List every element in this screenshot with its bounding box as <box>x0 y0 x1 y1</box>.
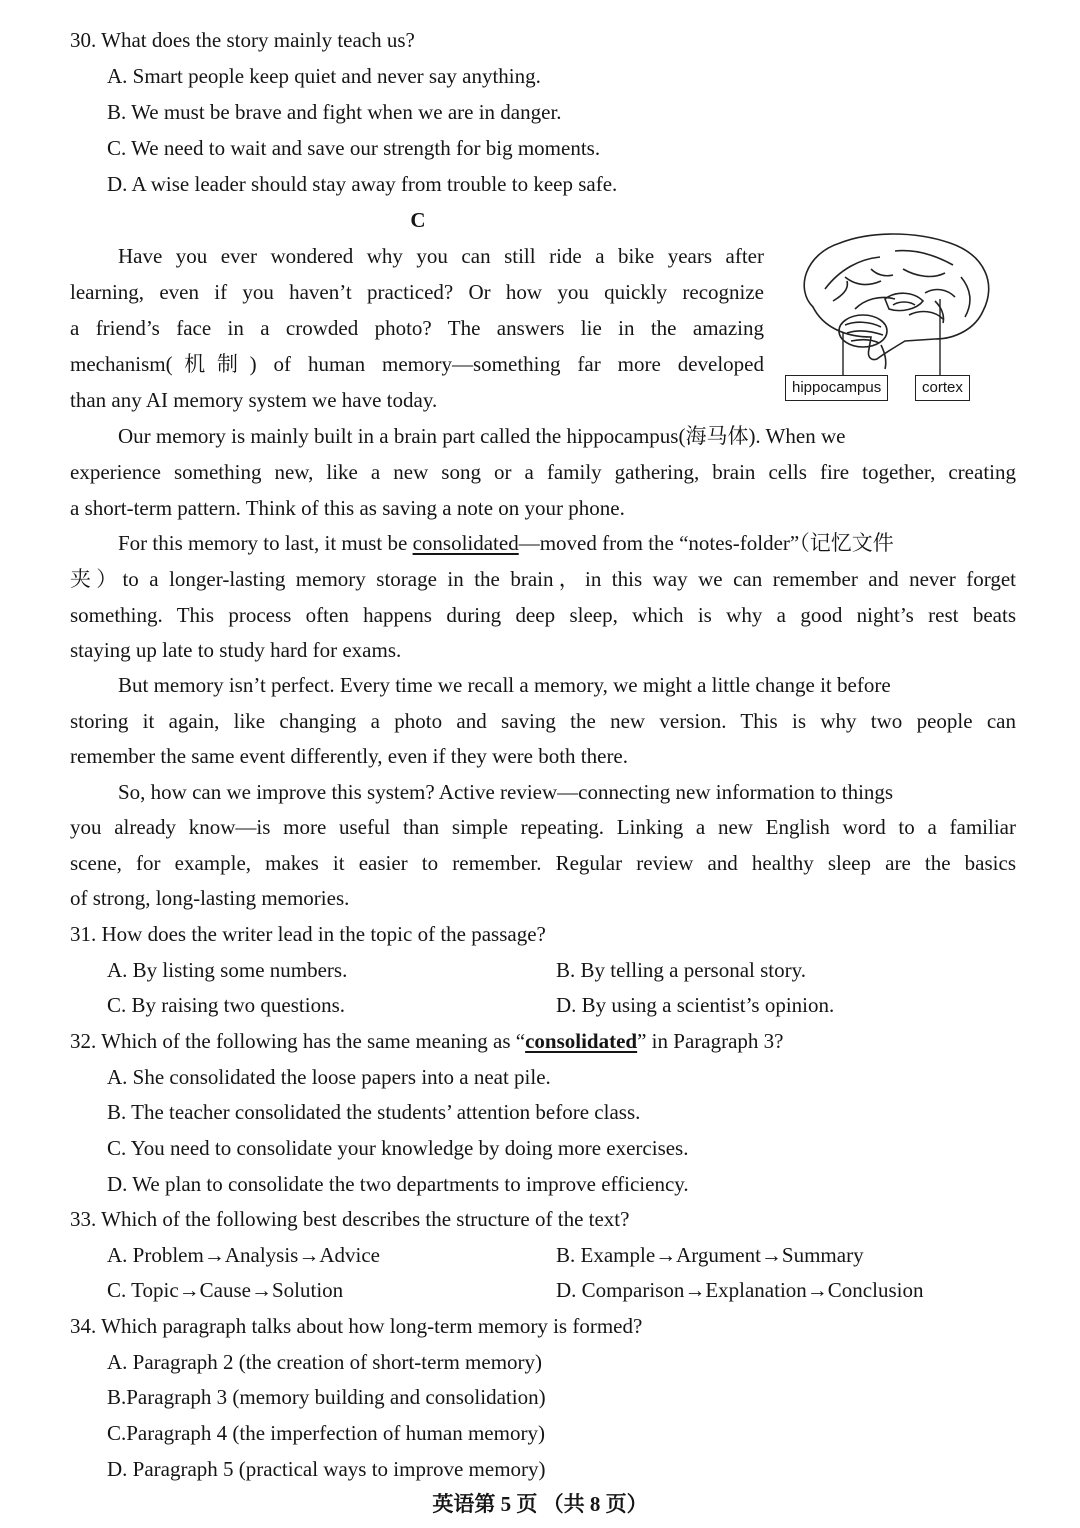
brain-figure <box>785 229 1005 409</box>
p5-line-1: So, how can we improve this system? Active review—connecting new information to things <box>118 780 894 804</box>
p1-line-3: a friend’s face in a crowded photo? The answers lie in the amazing <box>70 316 764 340</box>
p1-line-2: learning, even if you haven’t practiced? Or how you quickly recognize <box>70 280 764 304</box>
p4-line-2: storing it again, like changing a photo and saving the new version. This is why two people can <box>70 709 1016 733</box>
q32-option-b: B. The teacher consolidated the students’ attention before class. <box>107 1100 641 1124</box>
p4-line-1: But memory isn’t perfect. Every time we recall a memory, we might a little change it before <box>118 673 891 697</box>
p1-line-1: Have you ever wondered why you can still ride a bike years after <box>118 244 764 268</box>
q30-option-b: B. We must be brave and fight when we are in danger. <box>107 100 562 124</box>
q31-stem: 31. How does the writer lead in the topic of the passage? <box>70 922 546 946</box>
q34-option-b: B.Paragraph 3 (memory building and consolidation) <box>107 1385 546 1409</box>
q32-stem-before: 32. Which of the following has the same meaning as “ <box>70 1029 526 1053</box>
q32-option-d: D. We plan to consolidate the two departments to improve efficiency. <box>107 1172 689 1196</box>
p3-line-1 <box>118 528 894 558</box>
q34-option-d: D. Paragraph 5 (practical ways to improve memory) <box>107 1457 546 1481</box>
p5-line-3: scene, for example, makes it easier to remember. Regular review and healthy sleep are the basics <box>70 851 1016 875</box>
q31-option-a: A. By listing some numbers. <box>107 958 348 982</box>
q30-option-d: D. A wise leader should stay away from trouble to keep safe. <box>107 172 618 196</box>
q30-stem: 30. What does the story mainly teach us? <box>70 28 415 52</box>
q31-option-b: B. By telling a personal story. <box>556 958 807 982</box>
q34-stem: 34. Which paragraph talks about how long-term memory is formed? <box>70 1314 643 1338</box>
q32-stem-after: ” in Paragraph 3? <box>637 1029 784 1053</box>
p5-line-2: you already know—is more useful than simple repeating. Linking a new English word to a familiar <box>70 815 1016 839</box>
page-footer: 英语第 5 页 （共 8 页） <box>432 1492 648 1516</box>
section-heading: C <box>410 208 426 232</box>
p3-line-4: staying up late to study hard for exams. <box>70 638 402 662</box>
q34-option-c: C.Paragraph 4 (the imperfection of human memory) <box>107 1421 545 1445</box>
q32-stem <box>70 1026 783 1056</box>
p1-line-5: than any AI memory system we have today. <box>70 388 438 412</box>
p2-line-2: experience something new, like a new song or a family gathering, brain cells fire together, creating <box>70 460 1016 484</box>
q31-option-d: D. By using a scientist’s opinion. <box>556 993 835 1017</box>
brain-icon <box>785 229 1005 379</box>
p5-line-4: of strong, long-lasting memories. <box>70 886 350 910</box>
p1-line-4: mechanism(机制) of human memory—something far more developed <box>70 352 764 376</box>
q34-option-a: A. Paragraph 2 (the creation of short-term memory) <box>107 1350 543 1374</box>
q33-option-b: B. Example→Argument→Summary <box>556 1243 864 1267</box>
p3-line-2: 夹）to a longer-lasting memory storage in the brain，in this way we can remember and never forget <box>70 567 1016 591</box>
q32-option-c: C. You need to consolidate your knowledge by doing more exercises. <box>107 1136 689 1160</box>
q33-stem: 33. Which of the following best describes the structure of the text? <box>70 1207 630 1231</box>
q32-keyword: consolidated <box>525 1029 638 1053</box>
q33-option-a: A. Problem→Analysis→Advice <box>107 1243 380 1267</box>
p2-line-3: a short-term pattern. Think of this as saving a note on your phone. <box>70 496 625 520</box>
q32-option-a: A. She consolidated the loose papers into a neat pile. <box>107 1065 551 1089</box>
q30-option-a: A. Smart people keep quiet and never say anything. <box>107 64 541 88</box>
p3-text-before: For this memory to last, it must be <box>118 531 413 555</box>
underlined-word-consolidated: consolidated <box>412 531 519 555</box>
q30-option-c: C. We need to wait and save our strength for big moments. <box>107 136 601 160</box>
hippocampus-label: hippocampus <box>785 375 888 401</box>
cortex-label: cortex <box>915 375 970 401</box>
p4-line-3: remember the same event differently, even if they were both there. <box>70 744 629 768</box>
p2-line-1: Our memory is mainly built in a brain part called the hippocampus(海马体). When we <box>118 424 846 448</box>
q31-option-c: C. By raising two questions. <box>107 993 346 1017</box>
p3-text-after: —moved from the “notes-folder”（记忆文件 <box>518 531 894 555</box>
p3-line-3: something. This process often happens during deep sleep, which is why a good night’s rest beats <box>70 603 1016 627</box>
q33-option-d: D. Comparison→Explanation→Conclusion <box>556 1278 924 1302</box>
q33-option-c: C. Topic→Cause→Solution <box>107 1278 344 1302</box>
